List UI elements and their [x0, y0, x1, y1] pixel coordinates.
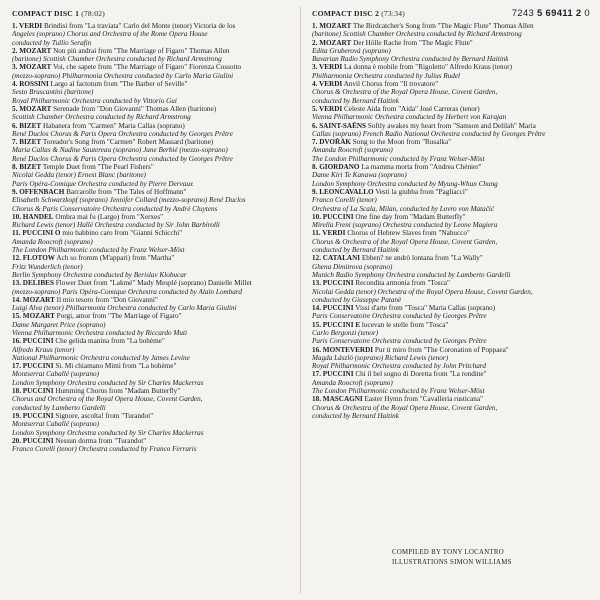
track-credit-line: conducted by Giuseppe Patanè [312, 295, 402, 304]
track-credit-line: (baritone) Scottish Chamber Orchestra conducted by Richard Armstrong [312, 30, 522, 39]
disc-2-title: COMPACT DISC 2 [312, 9, 380, 18]
track-credit-line: (mezzo-soprano) Paris Opéra-Comique Orchestra conducted by Alain Lombard [12, 287, 242, 296]
catalog-prefix: 7243 [511, 8, 535, 19]
track-item [12, 229, 294, 254]
disc-2-column [312, 9, 594, 420]
credits [392, 548, 512, 568]
track-item [12, 163, 294, 188]
track-item [312, 229, 594, 254]
track-title-line: 13. PUCCINI Recondita armonia from "Tosca" [312, 279, 450, 288]
track-item [312, 122, 594, 139]
track-credit-line: Bavarian Radio Symphony Orchestra conducted by Bernard Haitink [312, 55, 509, 64]
compiled-by: COMPILED BY TONY LOCANTRO [392, 549, 504, 556]
track-item [312, 138, 594, 163]
track-credit-line: Montserrat Caballé (soprano) [12, 370, 100, 379]
track-credit-line: The London Philharmonic conducted by Franz Welser-Möst [312, 387, 485, 396]
track-item [12, 312, 294, 337]
track-item [12, 279, 294, 296]
track-credit-line: Franco Corelli (tenor) Orchestra conducted by Franco Ferraris [12, 445, 197, 454]
track-title-line: 5. VERDI Celeste Aida from "Aida" José Carreras (tenor) [312, 104, 480, 113]
track-item [312, 105, 594, 122]
track-item [312, 346, 594, 371]
column-divider [300, 6, 301, 594]
track-credit-line: Dame Margaret Price (soprano) [12, 320, 106, 329]
track-item [12, 213, 294, 230]
track-title-line: 16. MONTEVERDI Pur ti miro from "The Coronation of Poppaea" [312, 345, 509, 354]
track-credit-line: Munich Radio Symphony Orchestra conducted by Lamberto Gardelli [312, 270, 511, 279]
track-item [12, 22, 294, 47]
track-title-line: 3. VERDI La donna è mobile from "Rigoletto" Alfredo Kraus (tenor) [312, 63, 512, 72]
track-credit-line: conducted by Bernard Haitink [312, 246, 399, 255]
track-credit-line: conducted by Bernard Haitink [312, 411, 399, 420]
track-credit-line: Mirella Freni (soprano) Orchestra conducted by Leone Magiera [312, 221, 498, 230]
track-item [312, 80, 594, 105]
track-title-line: 6. SAINT-SAËNS Softly awakes my heart from "Samson and Delilah" Maria [312, 121, 536, 130]
track-title-line: 9. OFFENBACH Barcarolle from "The Tales of Hoffmann" [12, 187, 187, 196]
track-title-line: 13. DELIBES Flower Duet from "Lakmé" Mady Mesplé (soprano) Danielle Millet [12, 279, 252, 288]
track-credit-line: Vienna Philharmonic Orchestra conducted by Herbert von Karajan [312, 113, 507, 122]
track-credit-line: Amanda Roocroft (soprano) [312, 378, 393, 387]
disc-1-title: COMPACT DISC 1 [12, 9, 80, 18]
track-credit-line: National Philharmonic Orchestra conducted by James Levine [12, 353, 190, 362]
track-credit-line: Berlin Symphony Orchestra conducted by Berislav Klobucar [12, 270, 187, 279]
track-item [12, 254, 294, 279]
track-credit-line: Royal Philharmonic Orchestra conducted by Vittorio Gui [12, 96, 177, 105]
track-item [12, 80, 294, 105]
track-item [12, 105, 294, 122]
track-item [312, 39, 594, 64]
track-credit-line: Chorus and Orchestra of the Royal Opera House, Covent Garden, [12, 395, 203, 404]
track-credit-line: Alfredo Kraus (tenor) [12, 345, 75, 354]
track-credit-line: Orchestra of La Scala, Milan, conducted by Lovro von Matačić [312, 204, 495, 213]
track-item [12, 63, 294, 80]
track-title-line: 17. PUCCINI Sì. Mi chiamano Mimì from "La bohème" [12, 362, 177, 371]
track-item [312, 321, 594, 346]
track-title-line: 4. ROSSINI Largo al factotum from "The Barber of Seville" [12, 80, 188, 89]
track-title-line: 1. MOZART The Birdcatcher's Song from "The Magic Flute" Thomas Allen [312, 22, 534, 30]
track-credit-line: Luigi Alva (tenor) Philharmonia Orchestra conducted by Carlo Maria Giulini [12, 304, 237, 313]
track-credit-line: René Duclos Chorus & Paris Opera Orchestra conducted by Georges Prêtre [12, 129, 233, 138]
track-credit-line: conducted by Tullio Serafin [12, 38, 92, 47]
track-credit-line: Paris Conservatoire Orchestra conducted by Georges Prêtre [312, 337, 487, 346]
track-title-line: 15. PUCCINI E lucevan le stelle from "Tosca" [312, 320, 449, 329]
track-item [312, 163, 594, 188]
track-title-line: 7. DVOŘÁK Song to the Moon from "Rusalka" [312, 138, 452, 147]
track-credit-line: Nicolai Gedda (tenor) Ernest Blanc (baritone) [12, 171, 146, 180]
track-title-line: 10. PUCCINI One fine day from "Madam Butterfly" [312, 212, 466, 221]
track-item [12, 138, 294, 163]
track-credit-line: Amanda Roocroft (soprano) [312, 146, 393, 155]
track-credit-line: Edita Gruberová (soprano) [312, 46, 391, 55]
track-credit-line: Paris Opéra-Comique Orchestra conducted by Pierre Dervaux [12, 179, 194, 188]
track-credit-line: Callas (soprano) French Radio National Orchestra conducted by Georges Prêtre [312, 129, 546, 138]
track-credit-line: The London Philharmonic conducted by Franz Welser-Möst [312, 154, 485, 163]
disc-1-duration: (78:02) [81, 9, 105, 18]
track-credit-line: Chorus & Orchestra of the Royal Opera House, Covent Garden, [312, 403, 498, 412]
track-credit-line: Chorus & Orchestra of the Royal Opera House, Covent Garden, [312, 88, 498, 97]
disc-2-duration: (73:34) [381, 9, 405, 18]
track-credit-line: Richard Lewis (tenor) Hallé Orchestra conducted by Sir John Barbirolli [12, 221, 220, 230]
track-item [12, 387, 294, 412]
track-credit-line: Philharmonia Orchestra conducted by Julius Rudel [312, 71, 461, 80]
track-item [312, 188, 594, 213]
track-item [12, 188, 294, 213]
track-title-line: 12. CATALANI Ebben? ne andrò lontana from "La Wally" [312, 254, 483, 263]
track-item [12, 47, 294, 64]
track-title-line: 15. MOZART Porgi, amor from "The Marriage of Figaro" [12, 312, 182, 321]
track-credit-line: Chorus & Orchestra of the Royal Opera House, Covent Garden, [312, 237, 498, 246]
track-credit-line: Vienna Philharmonic Orchestra conducted by Riccardo Muti [12, 328, 187, 337]
track-title-line: 11. VERDI Chorus of Hebrew Slaves from "Nabucco" [312, 229, 470, 238]
track-title-line: 1. VERDI Brindisi from "La traviata" Carlo del Monte (tenor) Victoria de los [12, 22, 236, 30]
track-credit-line: (baritone) Scottish Chamber Orchestra conducted by Richard Armstrong [12, 55, 222, 64]
track-credit-line: Ghena Dimitrova (soprano) [312, 262, 393, 271]
track-title-line: 9. LEONCAVALLO Vesti la giubba from "Pagliacci" [312, 187, 468, 196]
track-title-line: 14. PUCCINI Vissi d'arte from "Tosca" Maria Callas (soprano) [312, 304, 496, 313]
track-credit-line: Maria Callas & Nadine Sautereau (soprano) Jane Berbié (mezzo-soprano) [12, 146, 228, 155]
disc-1-heading [12, 9, 294, 18]
track-credit-line: Magda László (soprano) Richard Lewis (tenor) [312, 353, 449, 362]
track-credit-line: Montserrat Caballé (soprano) [12, 420, 100, 429]
track-credit-line: London Symphony Orchestra conducted by Sir Charles Mackerras [12, 378, 204, 387]
track-item [12, 362, 294, 387]
track-title-line: 16. PUCCINI Che gelida manina from "La bohème" [12, 337, 165, 346]
track-item [312, 279, 594, 304]
disc-1-track-list [12, 22, 294, 453]
catalog-suffix: 0 [584, 8, 590, 19]
disc-2-track-list [312, 22, 594, 420]
track-item [12, 437, 294, 454]
track-title-line: 7. BIZET Toreador's Song from "Carmen" Robert Massard (baritone) [12, 138, 214, 147]
track-item [312, 254, 594, 279]
track-credit-line: Paris Conservatoire Orchestra conducted by Georges Prêtre [312, 312, 487, 321]
track-item [312, 304, 594, 321]
track-item [12, 337, 294, 362]
track-credit-line: Elisabeth Schwarzkopf (soprano) Jennifer Collard (mezzo-soprano) René Duclos [12, 196, 246, 205]
track-credit-line: London Symphony Orchestra conducted by Sir Charles Mackerras [12, 428, 204, 437]
track-item [312, 370, 594, 395]
disc-1-column [12, 9, 294, 453]
track-item [12, 122, 294, 139]
track-title-line: 8. GIORDANO La mamma morta from "Andrea Chénier" [312, 163, 482, 172]
track-title-line: 18. MASCAGNI Easter Hymn from "Cavalleria rusticana" [312, 395, 483, 404]
track-title-line: 18. PUCCINI Humming Chorus from "Madam Butterfly" [12, 387, 181, 396]
track-title-line: 17. PUCCINI Chi il bel sogno di Doretta from "La rondine" [312, 370, 487, 379]
track-title-line: 11. PUCCINI O mio babbino caro from "Gianni Schicchi" [12, 229, 183, 238]
track-item [312, 63, 594, 80]
track-credit-line: London Symphony Orchestra conducted by Myung-Whun Chung [312, 179, 498, 188]
track-credit-line: conducted by Lamberto Gardelli [12, 403, 106, 412]
illustrations-by: ILLUSTRATIONS SIMON WILLIAMS [392, 559, 512, 566]
track-credit-line: Dame Kiri Te Kanawa (soprano) [312, 171, 407, 180]
track-title-line: 4. VERDI Anvil Chorus from "Il trovatore" [312, 80, 439, 89]
track-credit-line: Carlo Bergonzi (tenor) [312, 328, 379, 337]
track-credit-line: René Duclos Chorus & Paris Opera Orchestra conducted by Georges Prêtre [12, 154, 233, 163]
track-title-line: 6. BIZET Habanera from "Carmen" Maria Callas (soprano) [12, 121, 185, 130]
track-credit-line: Scottish Chamber Orchestra conducted by Richard Armstrong [12, 113, 191, 122]
track-title-line: 12. FLOTOW Ach so fromm (M'appari) from "Martha" [12, 254, 175, 263]
track-title-line: 14. MOZART Il mio tesoro from "Don Giovanni" [12, 295, 158, 304]
track-credit-line: Angeles (soprano) Chorus and Orchestra of the Rome Opera House [12, 30, 208, 39]
track-title-line: 2. MOZART Der Hölle Rache from "The Magic Flute" [312, 38, 473, 47]
track-item [312, 395, 594, 420]
track-credit-line: The London Philharmonic conducted by Franz Welser-Möst [12, 246, 185, 255]
track-credit-line: Amanda Roocroft (soprano) [12, 237, 93, 246]
catalog-main: 5 69411 2 [537, 8, 582, 19]
track-title-line: 3. MOZART Voi, che sapete from "The Marriage of Figaro" Fiorenza Cossotto [12, 63, 242, 72]
track-credit-line: (mezzo-soprano) Philharmonia Orchestra conducted by Carlo Maria Giulini [12, 71, 234, 80]
track-title-line: 20. PUCCINI Nessun dorma from "Turandot" [12, 436, 147, 445]
track-credit-line: Chorus & Paris Conservatoire Orchestra conducted by André Cluytens [12, 204, 218, 213]
track-item [312, 22, 594, 39]
track-credit-line: Nicolai Gedda (tenor) Orchestra of the Royal Opera House, Covent Garden, [312, 287, 533, 296]
track-item [12, 412, 294, 437]
track-credit-line: conducted by Bernard Haitink [312, 96, 399, 105]
track-credit-line: Franco Corelli (tenor) [312, 196, 377, 205]
track-title-line: 2. MOZART Non più andrai from "The Marriage of Figaro" Thomas Allen [12, 46, 230, 55]
disc-2-heading [312, 9, 594, 18]
track-title-line: 10. HANDEL Ombra mai fu (Largo) from "Xerxes" [12, 212, 164, 221]
track-credit-line: Sesto Bruscantini (baritone) [12, 88, 94, 97]
track-item [312, 213, 594, 230]
track-title-line: 8. BIZET Temple Duet from "The Pearl Fishers" [12, 163, 154, 172]
track-item [12, 296, 294, 313]
track-credit-line: Fritz Wunderlich (tenor) [12, 262, 83, 271]
track-title-line: 5. MOZART Serenade from "Don Giovanni" Thomas Allen (baritone) [12, 104, 217, 113]
track-title-line: 19. PUCCINI Signore, ascolta! from "Turandot" [12, 411, 154, 420]
track-credit-line: Royal Philharmonic Orchestra conducted by John Pritchard [312, 362, 486, 371]
